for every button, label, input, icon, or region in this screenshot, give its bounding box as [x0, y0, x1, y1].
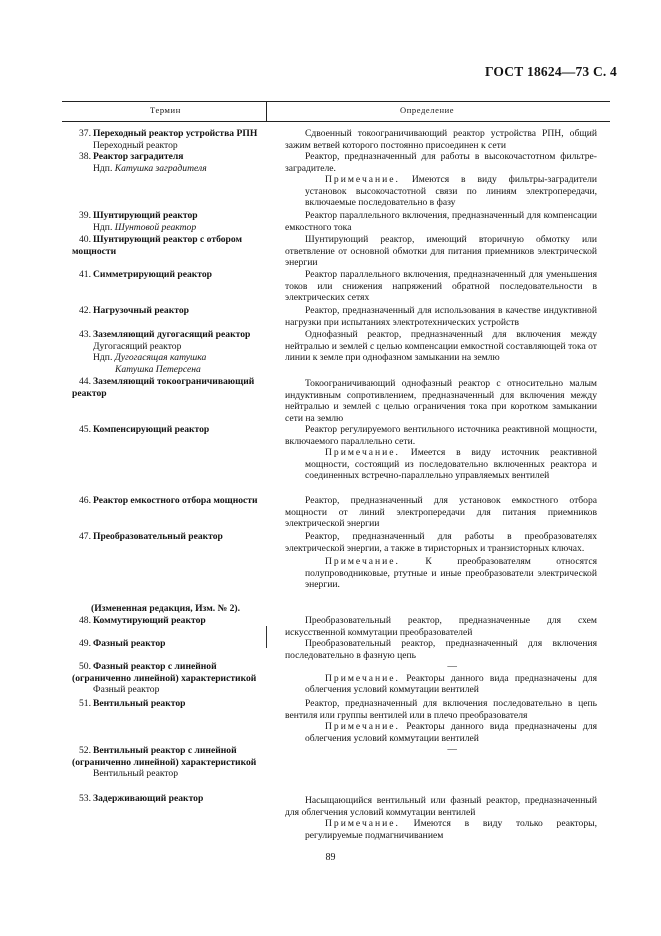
page-number: 89 — [325, 852, 336, 863]
document-page: ГОСТ 18624—73 С. 4 Термин Определение 37. Переходный реактор устройства РПН Переходный реактор Сдвоенный токоограничивающий реактор устройства РПН, общий зажим ветвей которого постоянно присоединен к сети 38. Реактор заградителя Ндп. Катушка заградителя Реактор, предназначенный для работы в высокочастотном фильтре-заградителе. Примечание. Имеются в виду фильтры-заградители установок высокочастотной связи по линиям электропередачи, включаемые последовательно в фазу 39. Шунтирующий реактор Ндп. Шунтовой реактор Реактор параллельного включения, предназначенный для компенсации емкостного тока 40. Шунтирующий реактор с отбором мощности Шунтирующий реактор, имеющий вторичную обмотку или ответвление от основной обмотки для питания приемников электрической энергии 41. Симметрирующий реактор Реактор параллельного включения, предназначенный для уменьшения токов или снижения напряжений обратной последовательности в электрических сетях 42. Нагрузочный реактор Реактор, предназначенный для использования в качестве индуктивной нагрузки при испытаниях электротехнических устройств 43. Заземляющий дугогасящий реактор Дугогасящий реактор Ндп. Дугогасящая катушка Катушка Петерсена Однофазный реактор, предназначенный для включения между нейтралью и землей с целью компенсации емкостной составляющей тока от линии к земле при однофазном замыкании на землю 44. Заземляющий токоограничивающий реактор Токоограничивающий однофазный реактор с относительно малым индуктивным сопротивлением, предназначенный для включения между нейтралью и землей с целью ограничения тока при коротком замыкании сети на землю 45. Компенсирующий реактор Реактор регулируемого вентильного источника реактивной мощности, включаемого параллельно сети. Примечание. Имеется в виду источник реактивной мощности, состоящий из последовательно включенных реактора и соединенных встречно-параллельно управляемых вентилей 46. Реактор емкостного отбора мощности Реактор, предназначенный для установок емкостного отбора мощности от линий электропередачи для питания приемников электрической энергии 47. Преобразовательный реактор Реактор, предназначенный для работы в преобразователях электрической энергии, а также в тиристорных и транзисторных ключах. Примечание. К преобразователям относятся полупроводниковые, ртутные и иные преобразователи электрической энергии. (Измененная редакция, Изм. № 2). 48. Коммутирующий реактор Преобразовательный реактор, предназначенные для схем искусственной коммутации преобразователей 49. Фазный реактор Преобразовательный реактор, предназначенный для включения последовательно в фазную цепь — Примечание. Реакторы данного вида предназначены для облегчения условий коммутации вентилей 50. Фазный реактор с линейной (ограниченно линейной) характеристикой Фазный реактор 51. Вентильный реактор Реактор, предназначенный для включения последовательно в цепь вентиля или группы вентилей или в плечо преобразователя Примечание. Реакторы данного вида предназначены для облегчения условий коммутации вентилей — 52. Вентильный реактор с линейной (ограниченно линейной) характеристикой Вентильный реактор 53. Задерживающий реактор Насыщающийся вентильный или фазный реактор, предназначенный для облегчения условий коммутации вентилей Примечание. Имеются в виду только реакторы, регулируемые подмагничиванием 89 — [0, 0, 661, 936]
column-header-definition: Определение — [400, 105, 455, 115]
table-header-rule — [62, 121, 610, 122]
header-column-divider — [266, 101, 267, 121]
page-header-title: ГОСТ 18624—73 С. 4 — [484, 64, 617, 79]
column-header-term: Термин — [150, 105, 181, 115]
term-text: Переходный реактор устройства РПН — [93, 128, 258, 139]
table-top-rule — [62, 101, 610, 102]
